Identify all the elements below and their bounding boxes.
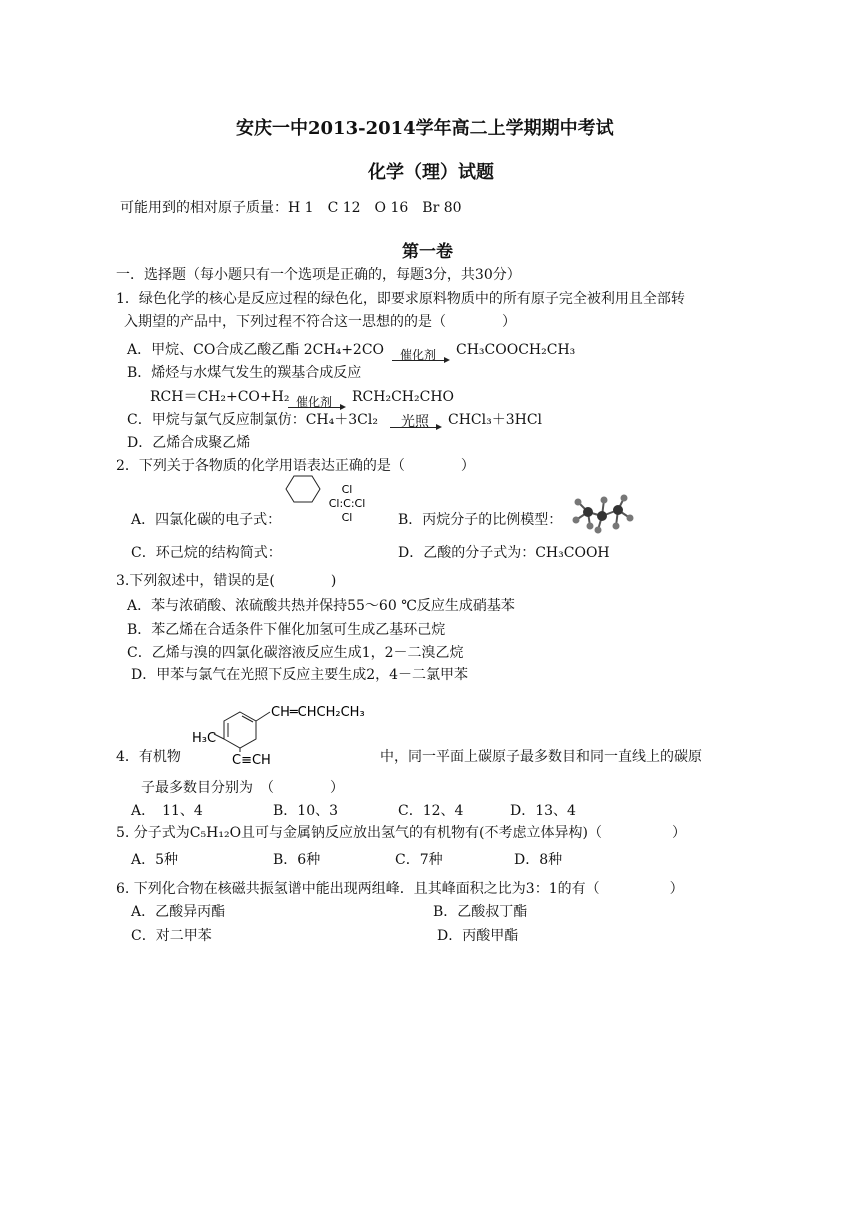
q1-option-a: A．甲烷、CO合成乙酸乙酯 2CH₄+2CO <box>127 342 385 358</box>
exam-title: 安庆一中2013-2014学年高二上学期期中考试 <box>236 118 614 139</box>
q5-stem: 5. 分子式为C₅H₁₂O且可与金属钠反应放出氢气的有机物有(不考虑立体异构)（ ） <box>116 825 686 841</box>
q6-option-c: C．对二甲苯 <box>131 928 212 944</box>
q1-a-product: CH₃COOCH₂CH₃ <box>456 342 576 358</box>
q4-option-b: B．10、3 <box>273 803 339 819</box>
q1-c-arrow <box>390 427 440 428</box>
q2-option-c: C．环己烷的结构简式： <box>131 545 282 561</box>
q4-option-c: C．12、4 <box>398 803 464 819</box>
q4-option-d: D．13、4 <box>510 803 576 819</box>
q3-option-a: A．苯与浓硝酸、浓硫酸共热并保持55～60 ℃反应生成硝基苯 <box>127 598 515 614</box>
q3-option-d: D．甲苯与氯气在光照下反应主要生成2，4－二氯甲苯 <box>131 667 469 683</box>
q4-structure <box>190 700 380 770</box>
propane-ball-model <box>568 490 636 538</box>
ccl4-electron-formula <box>313 482 383 532</box>
q4-methyl: H₃C <box>192 731 217 746</box>
q3-option-c: C．乙烯与溴的四氯化碳溶液反应生成1，2－二溴乙烷 <box>127 645 464 661</box>
part-title: 第一卷 <box>402 242 453 262</box>
q1-stem-line2: 入期望的产品中，下列过程不符合这一思想的的是（ ） <box>124 314 516 330</box>
ccl4-bottom: Cl <box>341 511 353 524</box>
q1-option-c: C．甲烷与氯气反应制氯仿：CH₄＋3Cl₂ <box>127 412 378 428</box>
q4-stem-line2: 子最多数目分别为 （ ） <box>141 780 344 796</box>
q5-option-c: C．7种 <box>395 852 443 868</box>
q6-option-d: D．丙酸甲酯 <box>437 928 519 944</box>
q5-option-b: B．6种 <box>273 852 321 868</box>
q2-option-b: B．丙烷分子的比例模型： <box>398 512 563 528</box>
q1-c-product: CHCl₃＋3HCl <box>448 412 543 428</box>
q2-option-d: D．乙酸的分子式为：CH₃COOH <box>398 545 610 561</box>
q1-option-d: D．乙烯合成聚乙烯 <box>127 435 251 451</box>
q1-a-catalyst: 催化剂 <box>400 348 437 362</box>
q1-b-catalyst: 催化剂 <box>296 395 333 409</box>
q2-option-a: A．四氯化碳的电子式： <box>131 512 282 528</box>
q5-option-a: A．5种 <box>131 852 179 868</box>
q5-option-d: D．8种 <box>514 852 563 868</box>
q6-stem: 6. 下列化合物在核磁共振氢谱中能出现两组峰．且其峰面积之比为3：1的有（ ） <box>116 881 684 897</box>
q1-b-product: RCH₂CH₂CHO <box>352 389 455 405</box>
q1-stem-line1: 1．绿色化学的核心是反应过程的绿色化，即要求原料物质中的所有原子完全被利用且全部转 <box>116 291 685 307</box>
q6-option-b: B．乙酸叔丁酯 <box>433 904 528 920</box>
q4-stem-prefix: 4．有机物 <box>116 749 181 765</box>
atomic-mass-line: 可能用到的相对原子质量：H 1 C 12 O 16 Br 80 <box>120 200 462 216</box>
cyclohexane-structure <box>285 474 321 504</box>
q1-b-reactant: RCH＝CH₂+CO+H₂ <box>150 389 290 405</box>
exam-subtitle: 化学（理）试题 <box>368 162 494 183</box>
q4-option-a: A． 11、4 <box>131 803 203 819</box>
q6-option-a: A．乙酸异丙酯 <box>131 904 226 920</box>
q3-stem: 3.下列叙述中，错误的是( ) <box>116 573 337 589</box>
ccl4-middle: Cl:C:Cl <box>328 497 366 510</box>
q3-option-b: B．苯乙烯在合适条件下催化加氢可生成乙基环己烷 <box>127 622 446 638</box>
q4-side-chain: CH═CHCH₂CH₃ <box>271 705 365 720</box>
q4-stem-suffix: 中，同一平面上碳原子最多数目和同一直线上的碳原 <box>380 749 702 765</box>
ccl4-top: Cl <box>341 483 353 496</box>
q1-c-condition: 光照 <box>401 414 429 430</box>
q4-ethynyl: C≡CH <box>232 753 271 768</box>
q2-stem: 2．下列关于各物质的化学用语表达正确的是（ ） <box>116 458 475 474</box>
section-heading: 一．选择题（每小题只有一个选项是正确的，每题3分，共30分） <box>116 267 521 283</box>
q1-b-arrow <box>288 407 344 408</box>
q1-option-b: B．烯烃与水煤气发生的羰基合成反应 <box>127 365 362 381</box>
q1-a-arrow <box>392 360 448 361</box>
